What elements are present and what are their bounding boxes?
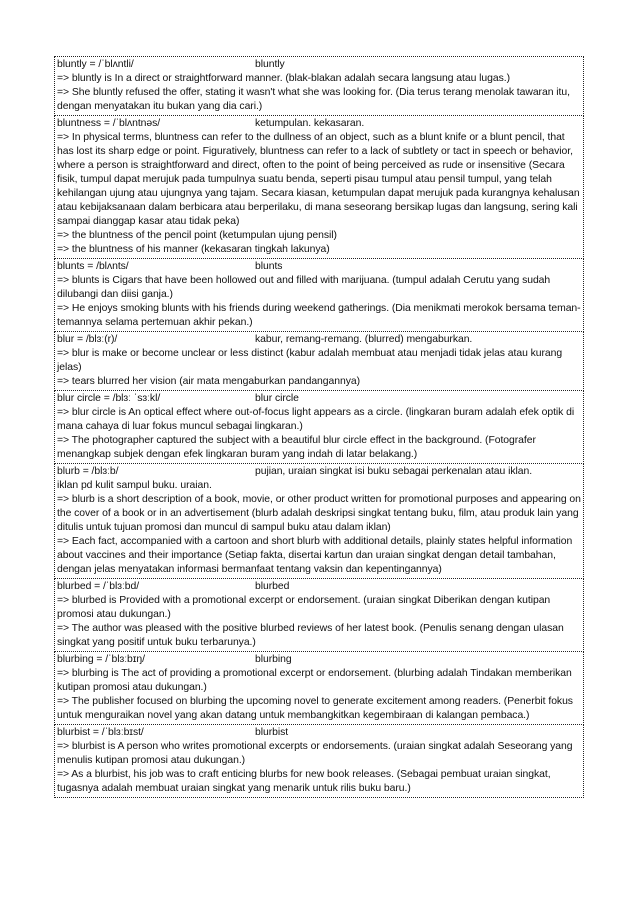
entry-text: => She bluntly refused the offer, stating it wasn't what she was looking for. (Dia terus terang menolak tawaran itu, dengan menyatakan itu bukan yang dia cari.) — [57, 87, 570, 112]
headword: blur circle = /blɜː ˈsɜːkl/ — [57, 393, 161, 404]
entry-text: => The photographer captured the subject with a beautiful blur circle effect in the background. (Fotografer menangkap subjek dengan efek lingkaran buram yang indah di latar belakang.) — [57, 435, 536, 460]
translation: kabur, remang-remang. (blurred) mengaburkan. — [255, 334, 473, 345]
entry-text: => The author was pleased with the positive blurbed reviews of her latest book. (Penulis senang dengan ulasan singkat yang positif untuk buku terbarunya.) — [57, 623, 564, 648]
entry-text: => blurbist is A person who writes promotional excerpts or endorsements. (uraian singkat adalah Seseorang yang menulis kutipan promosi atau dukungan.) — [57, 741, 573, 766]
entry-heading — [57, 392, 582, 406]
headword: blurbed = /ˈblɜːbd/ — [57, 581, 140, 592]
headword: blurb = /blɜːb/ — [57, 466, 119, 477]
translation: bluntly — [255, 59, 285, 70]
headword: bluntness = /ˈblʌntnəs/ — [57, 118, 161, 129]
translation: ketumpulan. kekasaran. — [255, 118, 365, 129]
entry-text: => Each fact, accompanied with a cartoon and short blurb with additional details, plainly states helpful information about vaccines and their importance (Setiap fakta, disertai kartun dan uraian singkat dengan detail tambahan, dengan jelas menyatakan informasi bermanfaat tentang vaksin dan kepentingannya) — [57, 536, 573, 575]
translation: blurbing — [255, 654, 292, 665]
entry-text: iklan pd kulit sampul buku. uraian. — [57, 480, 212, 491]
translation: blunts — [255, 261, 283, 272]
dictionary-entry — [54, 464, 584, 579]
entry-text: => In physical terms, bluntness can refer to the dullness of an object, such as a blunt knife or a blunt pencil, that has lost its sharp edge or point. Figuratively, bluntness can refer to a lack of subtlety or tact in speech or behavior, where a person is straightforward and direct, often to the point of being perceived as rude or insensitive (Secara fisik, tumpul dapat merujuk pada tumpulnya suatu benda, seperti pisau tumpul atau pensil tumpul, yang telah kehilangan ujung atau ujungnya yang tajam. Secara kiasan, ketumpulan dapat merujuk pada kurangnya kehalusan atau kebijaksanaan dalam berbicara atau berperilaku, di mana seseorang bersikap lugas dan langsung, sering kali sampai dianggap kasar atau tidak peka) — [57, 132, 580, 227]
entry-text: => the bluntness of the pencil point (ketumpulan ujung pensil) — [57, 230, 337, 241]
headword: bluntly = /ˈblʌntli/ — [57, 59, 134, 70]
entry-heading — [57, 58, 582, 72]
dictionary-entry — [54, 652, 584, 725]
headword: blur = /blɜː(r)/ — [57, 334, 118, 345]
entry-heading — [57, 726, 582, 740]
headword: blunts = /blʌnts/ — [57, 261, 129, 272]
entry-text: => As a blurbist, his job was to craft enticing blurbs for new book releases. (Sebagai pembuat uraian singkat, tugasnya adalah membuat uraian singkat yang menarik untuk rilis buku baru.) — [57, 769, 551, 794]
entry-text: => He enjoys smoking blunts with his friends during weekend gatherings. (Dia menikmati merokok bersama teman-temannya selama pertemuan akhir pekan.) — [57, 303, 581, 328]
entry-heading — [57, 333, 582, 347]
entry-text: => tears blurred her vision (air mata mengaburkan pandangannya) — [57, 376, 360, 387]
entry-text: => blur is make or become unclear or less distinct (kabur adalah membuat atau menjadi tidak jelas atau kurang jelas) — [57, 348, 563, 373]
entry-text: => bluntly is In a direct or straightforward manner. (blak-blakan adalah secara langsung atau lugas.) — [57, 73, 510, 84]
entry-text: => The publisher focused on blurbing the upcoming novel to generate excitement among readers. (Penerbit fokus untuk menguraikan novel yang akan datang untuk membangkitkan kegembiraan di kalangan pembaca.) — [57, 696, 573, 721]
entry-heading — [57, 260, 582, 274]
headword: blurbist = /ˈblɜːbɪst/ — [57, 727, 144, 738]
entry-text: => the bluntness of his manner (kekasaran tingkah lakunya) — [57, 244, 330, 255]
translation: blurbed — [255, 581, 290, 592]
translation: blur circle — [255, 393, 299, 404]
dictionary-entry — [54, 116, 584, 259]
dictionary-entry — [54, 579, 584, 652]
entry-heading — [57, 465, 582, 479]
translation: blurbist — [255, 727, 289, 738]
dictionary-entry — [54, 391, 584, 464]
entry-text: => blurb is a short description of a book, movie, or other product written for promotional purposes and appearing on the cover of a book or in an advertisement (blurb adalah deskripsi singkat tentang buku, film, atau produk lain yang ditulis untuk tujuan promosi dan muncul di sampul buku atau dalam iklan) — [57, 494, 581, 533]
entry-text: => blurbing is The act of providing a promotional excerpt or endorsement. (blurbing adalah Tindakan memberikan kutipan promosi atau dukungan.) — [57, 668, 572, 693]
dictionary-sheet — [54, 56, 584, 798]
dictionary-entry — [54, 725, 584, 798]
entry-text: => blur circle is An optical effect where out-of-focus light appears as a circle. (lingkaran buram adalah efek optik di mana cahaya di luar fokus muncul sebagai lingkaran.) — [57, 407, 575, 432]
entry-heading — [57, 117, 582, 131]
entry-text: => blunts is Cigars that have been hollowed out and filled with marijuana. (tumpul adalah Cerutu yang sudah dilubangi dan diisi ganja.) — [57, 275, 551, 300]
translation: pujian, uraian singkat isi buku sebagai perkenalan atau iklan. — [255, 466, 533, 477]
entry-heading — [57, 580, 582, 594]
headword: blurbing = /ˈblɜːbɪŋ/ — [57, 654, 145, 665]
dictionary-entry — [54, 332, 584, 391]
dictionary-entry — [54, 57, 584, 116]
dictionary-entry — [54, 259, 584, 332]
entry-text: => blurbed is Provided with a promotional excerpt or endorsement. (uraian singkat Diberikan dengan kutipan promosi atau dukungan.) — [57, 595, 551, 620]
entry-heading — [57, 653, 582, 667]
